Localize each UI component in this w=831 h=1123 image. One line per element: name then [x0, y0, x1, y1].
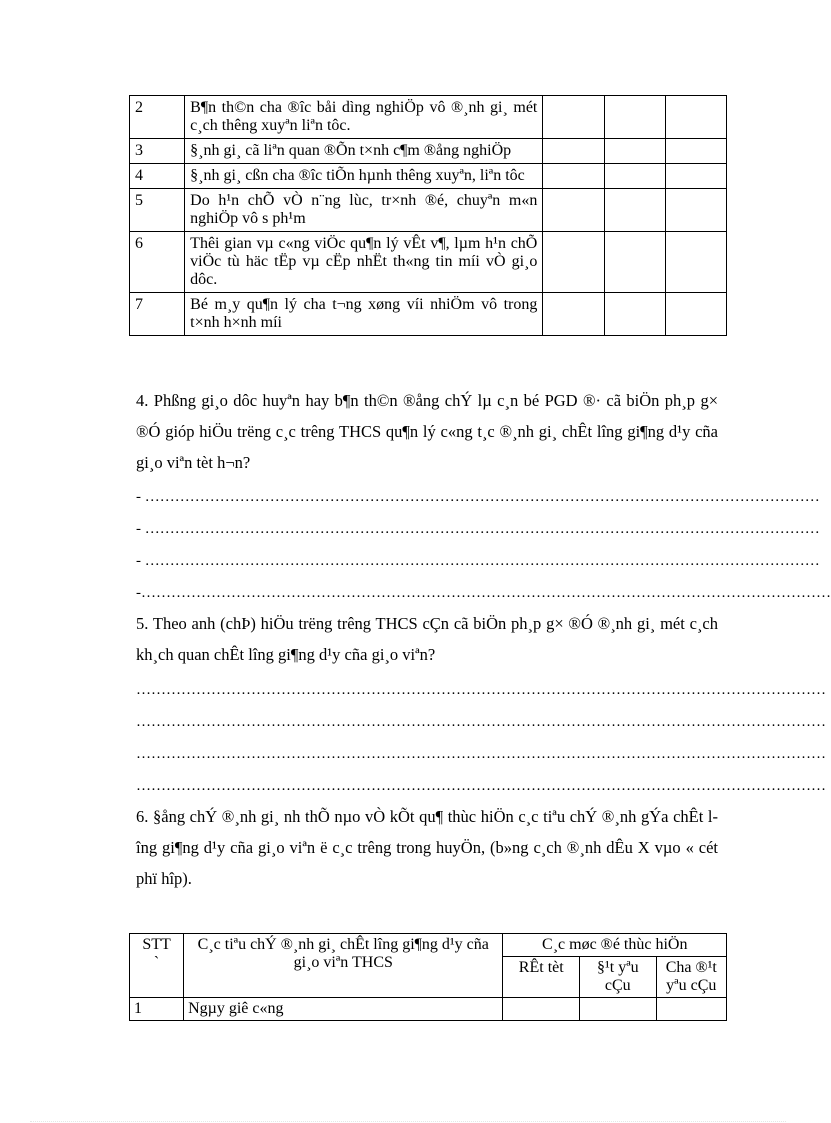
- row-text: Ngµy giê c«ng: [184, 998, 503, 1021]
- row-number: 1: [130, 998, 184, 1021]
- row-number: 5: [130, 189, 185, 232]
- answer-cell: [665, 293, 726, 336]
- answer-line[interactable]: - ………………………………………………………………………………………………………………………: [136, 521, 820, 537]
- criteria-table: [129, 933, 727, 1021]
- answer-cell[interactable]: [656, 998, 726, 1021]
- header-criteria: C¸c tiªu chÝ ®¸nh gi¸ chÊt lîng gi¶ng d¹y cña gi¸o viªn THCS: [184, 934, 503, 998]
- table-row: [130, 139, 727, 164]
- row-number: 3: [130, 139, 185, 164]
- table-row: [130, 164, 727, 189]
- row-text: Thêi gian vµ c«ng viÖc qu¶n lý vÊt v¶, lµm h¹n chÕ viÖc tù häc tËp vµ cËp nhËt th«ng tin míi vÒ gi¸o dôc.: [185, 232, 543, 293]
- header-stt: [130, 934, 184, 998]
- survey-table-continued: [129, 95, 727, 336]
- answer-cell: [665, 164, 726, 189]
- table-row: [130, 96, 727, 139]
- answer-cell: [604, 139, 665, 164]
- row-number: 2: [130, 96, 185, 139]
- header-stt-mark: `: [153, 954, 160, 971]
- answer-line[interactable]: …………………………………………………………………………………………………………………………: [136, 714, 826, 730]
- table-row: [130, 232, 727, 293]
- answer-line[interactable]: …………………………………………………………………………………………………………………………: [136, 682, 826, 698]
- table-header-row: [130, 934, 727, 957]
- header-levels: C¸c møc ®é thùc hiÖn: [503, 934, 727, 957]
- question-4: 4. Phßng gi¸o dôc huyªn hay b¶n th©n ®ång chÝ lµ c¸n bé PGD ®· cã biÖn ph¸p g× ®Ó gióp hiÖu trëng c¸c trêng THCS qu¶n lý c«ng t¸c ®¸nh gi¸ chÊt lîng gi¶ng d¹y cña gi¸o viªn tèt h¬n?: [136, 391, 718, 472]
- header-level-very-good: RÊt tèt: [503, 957, 580, 998]
- row-text: §¸nh gi¸ cã liªn quan ®Õn t×nh c¶m ®ång nghiÖp: [185, 139, 543, 164]
- answer-cell: [543, 139, 604, 164]
- answer-line[interactable]: …………………………………………………………………………………………………………………………: [136, 746, 826, 762]
- answer-line[interactable]: - ………………………………………………………………………………………………………………………: [136, 489, 820, 505]
- answer-cell: [604, 96, 665, 139]
- table-row: [130, 998, 727, 1021]
- row-text: B¶n th©n cha ®îc båi dìng nghiÖp vô ®¸nh gi¸ mét c¸ch thêng xuyªn liªn tôc.: [185, 96, 543, 139]
- header-level-unsatisfactory: Cha ®¹t yªu cÇu: [656, 957, 726, 998]
- header-stt-label: STT: [142, 936, 171, 953]
- answer-cell: [604, 232, 665, 293]
- answer-cell: [543, 96, 604, 139]
- answer-cell: [665, 189, 726, 232]
- answer-cell: [543, 232, 604, 293]
- answer-line[interactable]: …………………………………………………………………………………………………………………………: [136, 778, 826, 794]
- answer-cell: [543, 293, 604, 336]
- row-number: 6: [130, 232, 185, 293]
- answer-cell: [604, 293, 665, 336]
- row-text: §¸nh gi¸ cßn cha ®îc tiÕn hµnh thêng xuyªn, liªn tôc: [185, 164, 543, 189]
- table-row: [130, 189, 727, 232]
- question-5: 5. Theo anh (chÞ) hiÖu trëng trêng THCS cÇn cã biÖn ph¸p g× ®Ó ®¸nh gi¸ mét c¸ch kh¸ch quan chÊt lîng gi¶ng d¹y cña gi¸o viªn?: [136, 614, 718, 664]
- answer-cell: [543, 189, 604, 232]
- row-text: Do h¹n chÕ vÒ n¨ng lùc, tr×nh ®é, chuyªn m«n nghiÖp vô s ph¹m: [185, 189, 543, 232]
- answer-cell: [543, 164, 604, 189]
- header-level-satisfactory: §¹t yªu cÇu: [580, 957, 657, 998]
- answer-line[interactable]: -…………………………………………………………………………………………………………………………: [136, 585, 831, 601]
- answer-cell: [604, 164, 665, 189]
- answer-cell: [665, 139, 726, 164]
- row-number: 7: [130, 293, 185, 336]
- answer-cell: [665, 232, 726, 293]
- answer-line[interactable]: - ………………………………………………………………………………………………………………………: [136, 553, 820, 569]
- row-number: 4: [130, 164, 185, 189]
- table-row: [130, 293, 727, 336]
- answer-cell: [665, 96, 726, 139]
- row-text: Bé m¸y qu¶n lý cha t¬ng xøng víi nhiÖm vô trong t×nh h×nh míi: [185, 293, 543, 336]
- question-6: 6. §ång chÝ ®¸nh gi¸ nh thÕ nµo vÒ kÕt qu¶ thùc hiÖn c¸c tiªu chÝ ®¸nh gÝa chÊt lîng gi¶ng d¹y cña gi¸o viªn ë c¸c trêng trong huyÖn, (b»ng c¸ch ®¸nh dÊu X vµo « cét phï hîp).: [136, 807, 718, 888]
- answer-cell: [604, 189, 665, 232]
- answer-cell[interactable]: [503, 998, 580, 1021]
- answer-cell[interactable]: [580, 998, 657, 1021]
- page-divider: [30, 1121, 786, 1122]
